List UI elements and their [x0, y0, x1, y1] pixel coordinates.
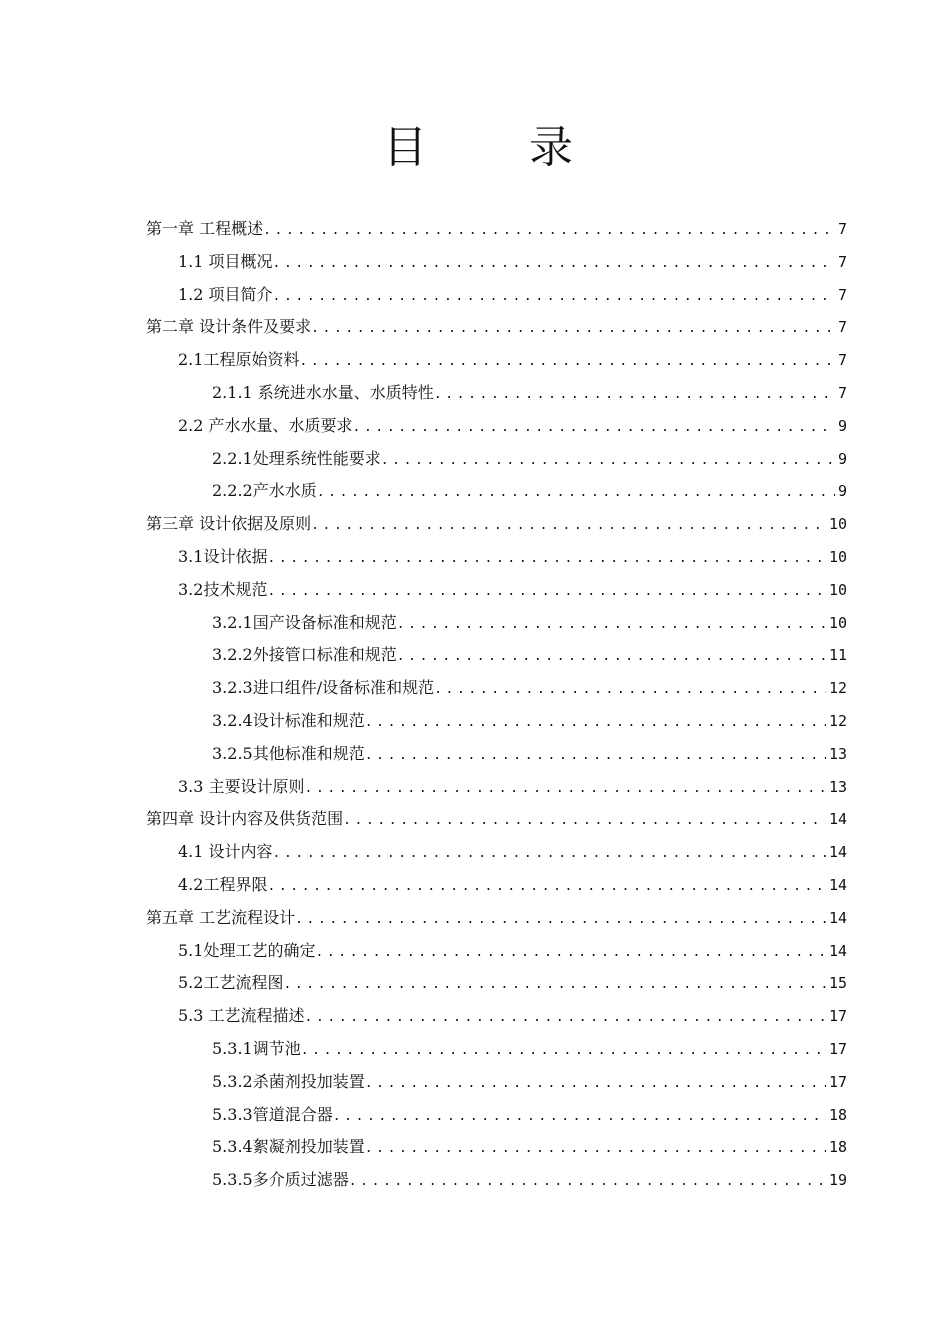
toc-entry-row: [212, 475, 847, 510]
dot-leader: [397, 609, 826, 642]
toc-entry-label: 第四章 设计内容及供货范围: [146, 809, 344, 829]
toc-entry-row: [212, 639, 847, 674]
toc-entry-row: [178, 836, 847, 871]
toc-entry-page-number: 10: [828, 547, 847, 566]
dot-leader: [349, 1166, 826, 1199]
toc-entry[interactable]: [0, 771, 950, 804]
toc-entry[interactable]: [0, 1066, 950, 1099]
toc-entry[interactable]: [0, 639, 950, 672]
toc-entry-row: [178, 574, 847, 609]
toc-entry[interactable]: [0, 311, 950, 344]
toc-entry-label: 3.2.3进口组件/设备标准和规范: [212, 678, 435, 698]
dot-leader: [273, 838, 826, 871]
toc-entry-label: 2.1.1 系统进水水量、水质特性: [212, 382, 434, 402]
toc-entry-row: [212, 1164, 847, 1199]
toc-entry-page-number: 7: [837, 220, 847, 238]
toc-entry[interactable]: [0, 377, 950, 410]
toc-entry-label: 3.1设计依据: [178, 546, 268, 566]
toc-entry[interactable]: [0, 935, 950, 968]
toc-entry-label: 1.1 项目概况: [178, 251, 273, 271]
dot-leader: [267, 871, 825, 904]
toc-entry[interactable]: [0, 803, 950, 836]
toc-entry-page-number: 9: [837, 449, 847, 468]
toc-entry-row: [146, 803, 847, 838]
toc-entry-row: [146, 213, 847, 248]
toc-entry-label: 5.3 工艺流程描述: [178, 1006, 305, 1026]
toc-entry-row: [178, 279, 847, 314]
toc-entry-label: 2.2.1处理系统性能要求: [212, 448, 381, 468]
toc-entry[interactable]: [0, 836, 950, 869]
page-title: 目 录: [383, 122, 617, 173]
toc-entry-row: [212, 443, 847, 478]
dot-leader: [295, 904, 826, 937]
table-of-contents: [0, 213, 950, 1197]
toc-entry-row: [178, 1000, 847, 1035]
toc-entry-label: 5.3.5多介质过滤器: [212, 1170, 349, 1190]
toc-entry-page-number: 12: [828, 711, 847, 730]
dot-leader: [365, 707, 826, 740]
dot-leader: [301, 1035, 826, 1068]
dot-leader: [305, 773, 826, 806]
dot-leader: [381, 445, 835, 478]
toc-entry-page-number: 7: [837, 252, 847, 271]
dot-leader: [311, 510, 826, 543]
toc-entry[interactable]: [0, 213, 950, 246]
toc-entry-page-number: 14: [828, 843, 847, 862]
toc-entry-label: 第五章 工艺流程设计: [146, 907, 296, 927]
toc-entry-page-number: 11: [828, 646, 847, 665]
toc-entry-label: 第二章 设计条件及要求: [146, 317, 312, 337]
toc-entry-page-number: 18: [828, 1138, 847, 1157]
dot-leader: [353, 412, 835, 445]
dot-leader: [273, 248, 835, 281]
toc-entry-page-number: 14: [828, 908, 847, 927]
dot-leader: [283, 969, 825, 1002]
toc-entry-row: [146, 311, 847, 346]
toc-entry[interactable]: [0, 508, 950, 541]
toc-entry-page-number: 10: [828, 613, 847, 632]
toc-entry[interactable]: [0, 1164, 950, 1197]
toc-entry[interactable]: [0, 344, 950, 377]
toc-entry-row: [212, 705, 847, 740]
dot-leader: [434, 379, 835, 412]
dot-leader: [273, 281, 835, 314]
toc-entry-label: 3.2.1国产设备标准和规范: [212, 612, 397, 632]
toc-entry-label: 第三章 设计依据及原则: [146, 514, 312, 534]
toc-entry-row: [212, 1033, 847, 1068]
toc-entry-page-number: 17: [828, 1039, 847, 1058]
toc-entry-label: 5.3.4絮凝剂投加装置: [212, 1137, 365, 1157]
toc-entry[interactable]: [0, 246, 950, 279]
toc-entry-row: [212, 607, 847, 642]
dot-leader: [365, 740, 826, 773]
toc-entry[interactable]: [0, 279, 950, 312]
toc-entry-page-number: 9: [837, 482, 847, 501]
toc-entry-page-number: 10: [828, 515, 847, 534]
toc-entry-page-number: 7: [837, 351, 847, 370]
toc-entry-page-number: 7: [837, 285, 847, 304]
toc-entry-label: 2.2 产水水量、水质要求: [178, 415, 353, 435]
toc-entry-label: 3.2技术规范: [178, 579, 268, 599]
dot-leader: [365, 1068, 826, 1101]
toc-entry-page-number: 19: [828, 1171, 847, 1190]
toc-entry[interactable]: [0, 1000, 950, 1033]
toc-entry[interactable]: [0, 1033, 950, 1066]
dot-leader: [317, 477, 835, 510]
dot-leader: [365, 1133, 826, 1166]
dot-leader: [333, 1101, 826, 1134]
toc-entry-page-number: 13: [828, 744, 847, 763]
toc-entry[interactable]: [0, 475, 950, 508]
dot-leader: [267, 576, 825, 609]
toc-entry-row: [212, 672, 847, 707]
toc-entry-page-number: 14: [828, 810, 847, 829]
toc-entry-label: 3.3 主要设计原则: [178, 776, 305, 796]
toc-entry-row: [178, 344, 847, 379]
toc-entry-page-number: 9: [837, 416, 847, 435]
toc-entry-label: 4.2工程界限: [178, 874, 268, 894]
toc-entry-page-number: 12: [828, 679, 847, 698]
toc-entry-label: 5.1处理工艺的确定: [178, 940, 316, 960]
toc-entry[interactable]: [0, 607, 950, 640]
toc-entry-label: 3.2.2外接管口标准和规范: [212, 645, 397, 665]
dot-leader: [434, 674, 826, 707]
toc-entry-row: [178, 967, 847, 1002]
toc-entry[interactable]: [0, 1099, 950, 1132]
toc-entry-row: [212, 1131, 847, 1166]
toc-entry[interactable]: [0, 541, 950, 574]
dot-leader: [315, 937, 825, 970]
toc-entry[interactable]: [0, 902, 950, 935]
toc-entry-row: [212, 377, 847, 412]
toc-entry-label: 4.1 设计内容: [178, 842, 273, 862]
toc-entry-row: [178, 935, 847, 970]
toc-entry[interactable]: [0, 443, 950, 476]
toc-entry-label: 第一章 工程概述: [146, 219, 264, 238]
toc-entry[interactable]: [0, 967, 950, 1000]
toc-entry-label: 5.3.2杀菌剂投加装置: [212, 1071, 365, 1091]
toc-entry-label: 5.3.3管道混合器: [212, 1104, 333, 1124]
toc-entry-label: 1.2 项目简介: [178, 284, 273, 304]
toc-entry-row: [178, 410, 847, 445]
toc-entry-page-number: 17: [828, 1072, 847, 1091]
dot-leader: [311, 313, 835, 346]
toc-entry[interactable]: [0, 705, 950, 738]
toc-entry-row: [212, 1066, 847, 1101]
toc-entry-page-number: 7: [837, 383, 847, 402]
dot-leader: [343, 805, 826, 838]
toc-entry-page-number: 14: [828, 941, 847, 960]
toc-entry[interactable]: [0, 574, 950, 607]
toc-entry-label: 5.3.1调节池: [212, 1038, 301, 1058]
dot-leader: [263, 215, 835, 248]
toc-entry-page-number: 13: [828, 777, 847, 796]
toc-entry-label: 2.1工程原始资料: [178, 350, 300, 370]
dot-leader: [397, 641, 826, 674]
toc-entry-label: 3.2.5其他标准和规范: [212, 743, 365, 763]
toc-entry[interactable]: [0, 410, 950, 443]
dot-leader: [299, 346, 835, 379]
toc-entry-label: 2.2.2产水水质: [212, 481, 317, 501]
toc-entry[interactable]: [0, 738, 950, 771]
toc-entry-row: [178, 246, 847, 281]
toc-entry-page-number: 17: [828, 1007, 847, 1026]
toc-entry-row: [212, 1099, 847, 1134]
toc-entry-label: 5.2工艺流程图: [178, 973, 284, 993]
dot-leader: [305, 1002, 826, 1035]
toc-entry-row: [146, 902, 847, 937]
dot-leader: [267, 543, 825, 576]
toc-entry-label: 3.2.4设计标准和规范: [212, 710, 365, 730]
toc-entry-row: [178, 541, 847, 576]
toc-entry-page-number: 10: [828, 580, 847, 599]
toc-entry[interactable]: [0, 869, 950, 902]
toc-entry[interactable]: [0, 1131, 950, 1164]
toc-entry-page-number: 7: [837, 318, 847, 337]
toc-entry[interactable]: [0, 672, 950, 705]
toc-entry-row: [146, 508, 847, 543]
toc-entry-page-number: 14: [828, 875, 847, 894]
toc-entry-page-number: 18: [828, 1105, 847, 1124]
toc-entry-row: [212, 738, 847, 773]
toc-entry-row: [178, 771, 847, 806]
toc-entry-row: [178, 869, 847, 904]
toc-entry-page-number: 15: [828, 974, 847, 993]
